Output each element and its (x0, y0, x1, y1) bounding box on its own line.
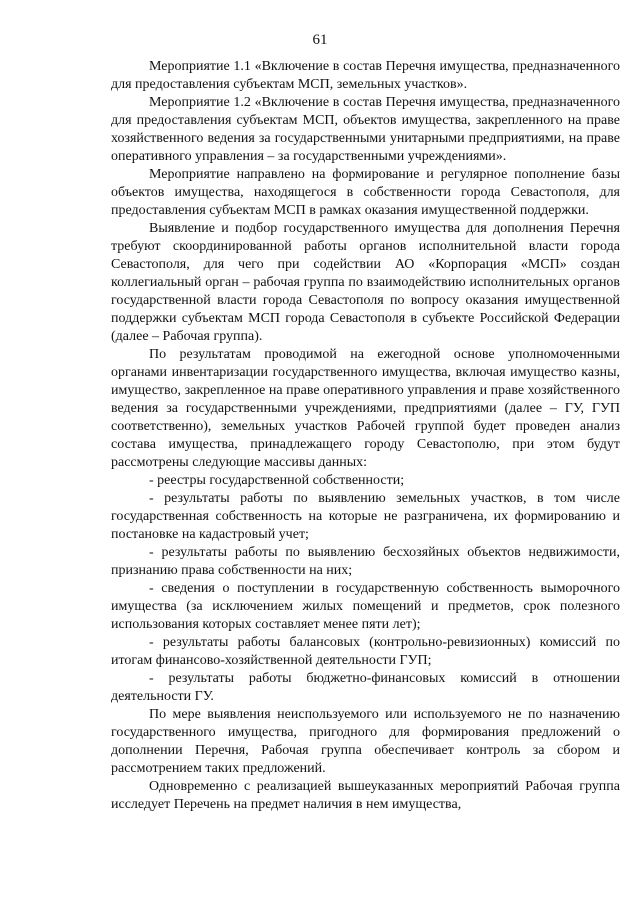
list-item-land-plots: - результаты работы по выявлению земельных участков, в том числе государственная собственность на которые не разграничена, их формированию и постановке на кадастровый учет; (111, 491, 620, 542)
paragraph-measure-purpose: Мероприятие направлено на формирование и регулярное пополнение базы объектов имущества, находящегося в собственности города Севастополя, для предоставления субъектам МСП в рамках оказания имущественной поддержки. (111, 167, 620, 218)
list-item-ownerless-objects: - результаты работы по выявлению бесхозяйных объектов недвижимости, признанию права собственности на них; (111, 545, 620, 578)
paragraph-simultaneously: Одновременно с реализацией вышеуказанных мероприятий Рабочая группа исследует Перечень на предмет наличия в нем имущества, (111, 779, 620, 812)
paragraph-measure-1-2: Мероприятие 1.2 «Включение в состав Перечня имущества, предназначенного для предоставления субъектам МСП, объектов имущества, закрепленного на праве хозяйственного ведения за государственными унитарными предприятиями, на праве оперативного управления – за государственными учреждениями». (111, 95, 620, 164)
paragraph-measure-1-1: Мероприятие 1.1 «Включение в состав Перечня имущества, предназначенного для предоставления субъектам МСП, земельных участков». (111, 59, 620, 92)
page-number: 61 (312, 32, 328, 48)
list-item-escheated-property: - сведения о поступлении в государственную собственность выморочного имущества (за исключением жилых помещений и предметов, срок полезного использования которых составляет менее пяти лет); (111, 581, 620, 632)
paragraph-inventory-results: По результатам проводимой на ежегодной основе уполномоченными органами инвентаризации государственного имущества, включая имущество казны, имущество, закрепленное на праве оперативного управления и праве хозяйственного ведения за государственными учреждениями, предприятиями (далее – ГУ, ГУП соответственно), земельных участков Рабочей группой будет проведен анализ состава имущества, принадлежащего городу Севастополю, при этом будут рассмотрены следующие массивы данных: (111, 347, 620, 470)
list-item-budget-commissions: - результаты работы бюджетно-финансовых комиссий в отношении деятельности ГУ. (111, 671, 620, 704)
paragraph-working-group: Выявление и подбор государственного имущества для дополнения Перечня требуют скоординированной работы органов исполнительной власти города Севастополя, для чего при содействии АО «Корпорация «МСП» создан коллегиальный орган – рабочая группа по взаимодействию исполнительных органов государственной власти города Севастополя по вопросу оказания имущественной поддержки субъектам МСП города Севастополя в субъекте Российской Федерации (далее – Рабочая группа). (111, 221, 620, 344)
list-item-balance-commissions: - результаты работы балансовых (контрольно-ревизионных) комиссий по итогам финансово-хозяйственной деятельности ГУП; (111, 635, 620, 668)
page-body (111, 58, 620, 814)
paragraph-unused-property: По мере выявления неиспользуемого или используемого не по назначению государственного имущества, пригодного для формирования предложений о дополнении Перечня, Рабочая группа обеспечивает контроль за сбором и рассмотрением таких предложений. (111, 707, 620, 776)
list-item-registries: - реестры государственной собственности; (149, 473, 405, 488)
